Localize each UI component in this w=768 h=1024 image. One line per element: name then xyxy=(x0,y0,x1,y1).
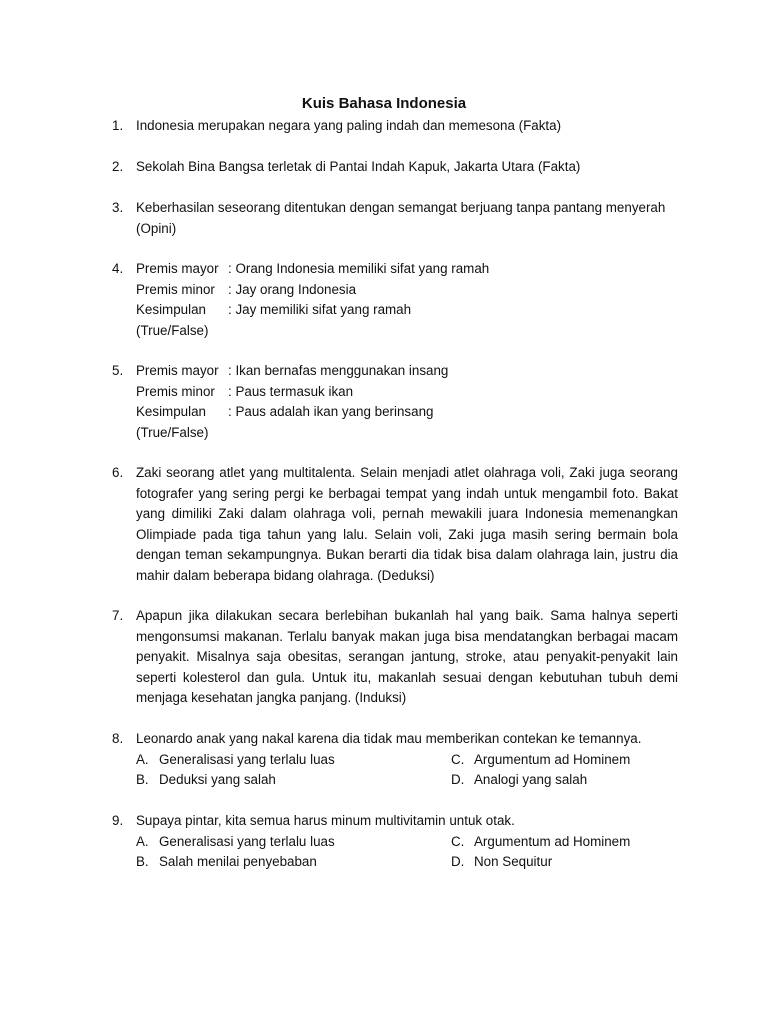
option-letter: B. xyxy=(136,854,149,869)
kesimpulan-text: : Jay memiliki sifat yang ramah xyxy=(228,302,412,317)
premis-mayor-text: : Orang Indonesia memiliki sifat yang ramah xyxy=(228,261,490,276)
premis-minor-label: Premis minor xyxy=(136,383,215,399)
premis-mayor-label: Premis mayor xyxy=(136,363,219,378)
question-2 xyxy=(112,157,678,178)
premis-mayor-label: Premis mayor xyxy=(136,261,219,276)
premis-minor-label: Premis minor xyxy=(136,281,215,297)
question-number: 9. xyxy=(112,813,124,828)
question-text-line-2: (Opini) xyxy=(136,220,177,236)
premis-mayor-text: : Ikan bernafas menggunakan insang xyxy=(228,363,449,378)
page-title: Kuis Bahasa Indonesia xyxy=(301,95,467,112)
question-number: 3. xyxy=(112,200,124,215)
question-number: 4. xyxy=(112,261,124,276)
question-1 xyxy=(112,116,678,137)
option-letter: B. xyxy=(136,772,149,787)
question-text: Supaya pintar, kita semua harus minum multivitamin untuk otak. xyxy=(136,813,515,828)
option-letter: C. xyxy=(451,751,465,767)
option-letter: A. xyxy=(136,751,149,767)
option-text: Analogi yang salah xyxy=(474,772,588,787)
premis-minor-row xyxy=(136,280,678,301)
answer-options xyxy=(136,750,678,791)
option-text: Salah menilai penyebaban xyxy=(159,854,317,869)
question-number: 7. xyxy=(112,608,124,623)
question-number: 8. xyxy=(112,731,124,746)
premis-minor-row xyxy=(136,382,678,403)
true-false-label: (True/False) xyxy=(136,322,209,338)
premis-minor-text: : Jay orang Indonesia xyxy=(228,281,357,297)
option-text: Non Sequitur xyxy=(474,854,553,869)
premis-mayor-row xyxy=(136,259,678,280)
question-number: 5. xyxy=(112,363,124,378)
option-b xyxy=(136,852,451,873)
option-a xyxy=(136,832,451,853)
question-7 xyxy=(112,606,678,709)
option-letter: D. xyxy=(451,854,465,869)
kesimpulan-label: Kesimpulan xyxy=(136,302,206,317)
option-letter: D. xyxy=(451,772,465,787)
question-number: 2. xyxy=(112,159,124,174)
question-text: Sekolah Bina Bangsa terletak di Pantai Indah Kapuk, Jakarta Utara (Fakta) xyxy=(136,159,581,174)
question-9 xyxy=(112,811,678,873)
question-paragraph: Apapun jika dilakukan secara berlebihan bukanlah hal yang baik. Sama halnya seperti mengonsumsi makanan. Terlalu banyak makan juga bisa mendatangkan berbagai macam penyakit. Misalnya saja obesitas, serangan jantung, stroke, atau penyakit-penyakit lain seperti kolesterol dan gula. Untuk itu, makanlah sesuai dengan kebutuhan tubuh demi menjaga kesehatan jangka panjang. (Induksi) xyxy=(136,608,678,705)
answer-options xyxy=(136,832,678,873)
question-text-line-1: Keberhasilan seseorang ditentukan dengan semangat berjuang tanpa pantang menyerah xyxy=(136,200,666,215)
option-d xyxy=(451,852,651,873)
question-text: Leonardo anak yang nakal karena dia tidak mau memberikan contekan ke temannya. xyxy=(136,731,642,746)
question-8 xyxy=(112,729,678,791)
question-number: 6. xyxy=(112,465,124,480)
question-4 xyxy=(112,259,678,341)
option-c xyxy=(451,750,651,771)
question-text: Indonesia merupakan negara yang paling indah dan memesona (Fakta) xyxy=(136,118,562,133)
question-3 xyxy=(112,198,678,239)
premis-minor-text: : Paus termasuk ikan xyxy=(228,383,354,399)
kesimpulan-text: : Paus adalah ikan yang berinsang xyxy=(228,404,434,419)
option-c xyxy=(451,832,651,853)
kesimpulan-label: Kesimpulan xyxy=(136,404,206,419)
question-6 xyxy=(112,463,678,586)
option-text: Generalisasi yang terlalu luas xyxy=(159,751,335,767)
option-d xyxy=(451,770,651,791)
option-text: Generalisasi yang terlalu luas xyxy=(159,833,335,849)
option-letter: C. xyxy=(451,833,465,849)
option-text: Deduksi yang salah xyxy=(159,772,276,787)
option-b xyxy=(136,770,451,791)
option-text: Argumentum ad Hominem xyxy=(474,751,631,767)
kesimpulan-row xyxy=(136,300,678,321)
question-paragraph: Zaki seorang atlet yang multitalenta. Selain menjadi atlet olahraga voli, Zaki juga seorang fotografer yang sering pergi ke berbagai tempat yang indah untuk mengambil foto. Bakat yang dimiliki Zaki dalam olahraga voli, pernah mewakili juara Indonesia memenangkan Olimpiade pada tiga tahun yang lalu. Selain voli, Zaki juga masih sering bermain bola dengan teman sekampungnya. Bukan berarti dia tidak bisa dalam olahraga lain, justru dia mahir dalam beberapa bidang olahraga. (Deduksi) xyxy=(136,465,678,583)
question-5 xyxy=(112,361,678,443)
option-text: Argumentum ad Hominem xyxy=(474,833,631,849)
kesimpulan-row xyxy=(136,402,678,423)
option-letter: A. xyxy=(136,833,149,849)
question-number: 1. xyxy=(112,118,124,133)
option-a xyxy=(136,750,451,771)
true-false-label: (True/False) xyxy=(136,424,209,440)
premis-mayor-row xyxy=(136,361,678,382)
